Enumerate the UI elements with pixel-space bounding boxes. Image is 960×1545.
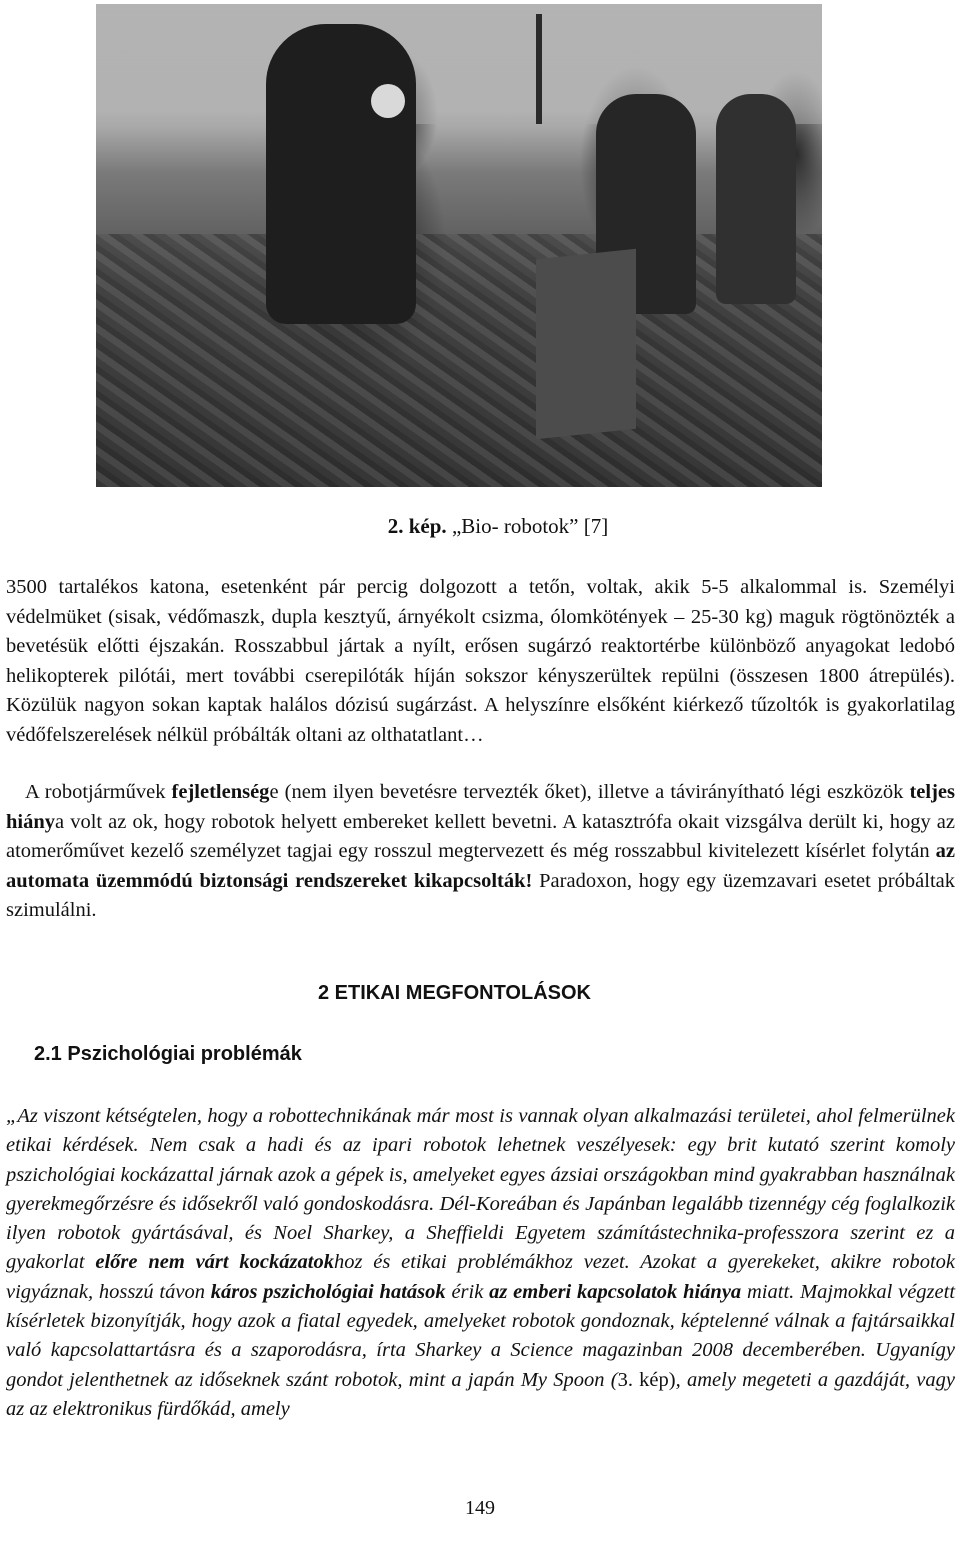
quote-text: „Az viszont kétségtelen, hogy a robottechnikának már most is vannak olyan alkalmazási területei, ahol felmerülnek etikai kérdések. Nem csak a hadi és az ipari robotok lehetnek veszélyesek: egy brit kutató szerint komoly pszichológiai kockázattal járnak azok a gépek is, amelyeket egyes ázsiai országokban mind gyakrabban használnak gyerekmegőrzésre és idősekről való gondoskodásra. Dél-Koreában és Japánban legalább tizennégy cég foglalkozik ilyen robotok gyártásával, és Noel Sharkey, a Sheffieldi Egyetem számítástechnika-professzora szerint ez a gyakorlat [6,1105,955,1274]
quote-paragraph [6,1102,955,1424]
bold-text: az emberi kapcsolatok hiánya [489,1280,742,1303]
photo-debris-ground [96,234,822,487]
figure-reference: 3. kép) [617,1368,676,1391]
figure-caption [0,514,960,539]
quote-text: hoz és etikai problémákhoz vezet. Azokat a gyerekeket, akikre robotok vigyáznak, hosszú távon [6,1251,955,1303]
paragraph-text: A robotjárművek [25,781,172,803]
caption-label: 2. kép. [387,514,447,538]
caption-text: „Bio- robotok” [7] [446,514,609,538]
paragraph-text: e (nem ilyen bevetésre tervezték őket), illetve a távirányítható légi eszközök [269,781,910,803]
bold-text: fejletlenség [171,781,270,803]
quote-text: miatt. Majmokkal végzett kísérletek bizonyítják, hogy azok a fiatal egyedek, amelyeket robotok gondoznak, képtelenné válnak a fajtársaikkal való kapcsolattartásra és a szaporodásra, írta Sharkey a Science magazinban 2008 decemberében. Ugyanígy gondot jelenthetnek az időseknek szánt robotok, mint a japán My Spoon ( [6,1280,956,1391]
page-number: 149 [465,1497,495,1519]
bold-text: káros pszichológiai hatások [210,1280,446,1303]
photo-sky [96,4,822,124]
quote-text: , amely megeteti a gazdáját, vagy az az elektronikus fürdőkád, amely [6,1368,955,1420]
photo-gas-mask [371,84,405,118]
bold-text: az automata üzemmódú biztonsági rendszereket kikapcsolták! [6,840,955,892]
bold-text: teljes hiány [6,781,955,833]
paragraph-text: 3500 tartalékos katona, esetenként pár percig dolgozott a tetőn, voltak, akik 5-5 alkalommal is. Személyi védelmüket (sisak, védőmaszk, dupla kesztyű, árnyékolt csizma, ólomkötények – 25-30 kg) maguk rögtönözték a bevetésük előtti éjszakán. Rosszabbul jártak a nyílt, erősen sugárzó reaktortérbe különböző anyagokat ledobó helikopterek pilótái, mert további cserepilóták híján sokszor kényszerültek repülni (összesen 1800 átrepülés). Közülük nagyon sokan kaptak halálos dózisú sugárzást. A helyszínre elsőként kiérkező tűzoltók is gyakorlatilag védőfelszerelések nélkül próbálták oltani az olthatatlant… [6,576,955,746]
paragraph-chernobyl-workers [6,573,955,750]
paragraph-robot-shortage [6,778,955,926]
photo-concrete-slab [536,249,636,440]
quote-text: érik [445,1280,490,1303]
photo-worker-front [266,24,416,324]
bold-text: előre nem várt kockázatok [95,1251,334,1274]
paragraph-text: a volt az ok, hogy robotok helyett embereket kellett bevetni. A katasztrófa okait vizsgálva derült ki, hogy az atomerőművet kezelő személyzet tagjai egy rosszul megtervezett és még rosszabbul kivitelezett kísérlet folytán [6,810,955,862]
photo-worker-right [716,94,796,304]
section-heading: 2 ETIKAI MEGFONTOLÁSOK [318,982,591,1004]
bio-robots-photo [96,4,822,487]
subsection-heading: 2.1 Pszichológiai problémák [34,1043,302,1065]
paragraph-text: Paradoxon, hogy egy üzemzavari esetet próbáltak szimulálni. [6,869,955,921]
photo-tower [536,14,542,124]
